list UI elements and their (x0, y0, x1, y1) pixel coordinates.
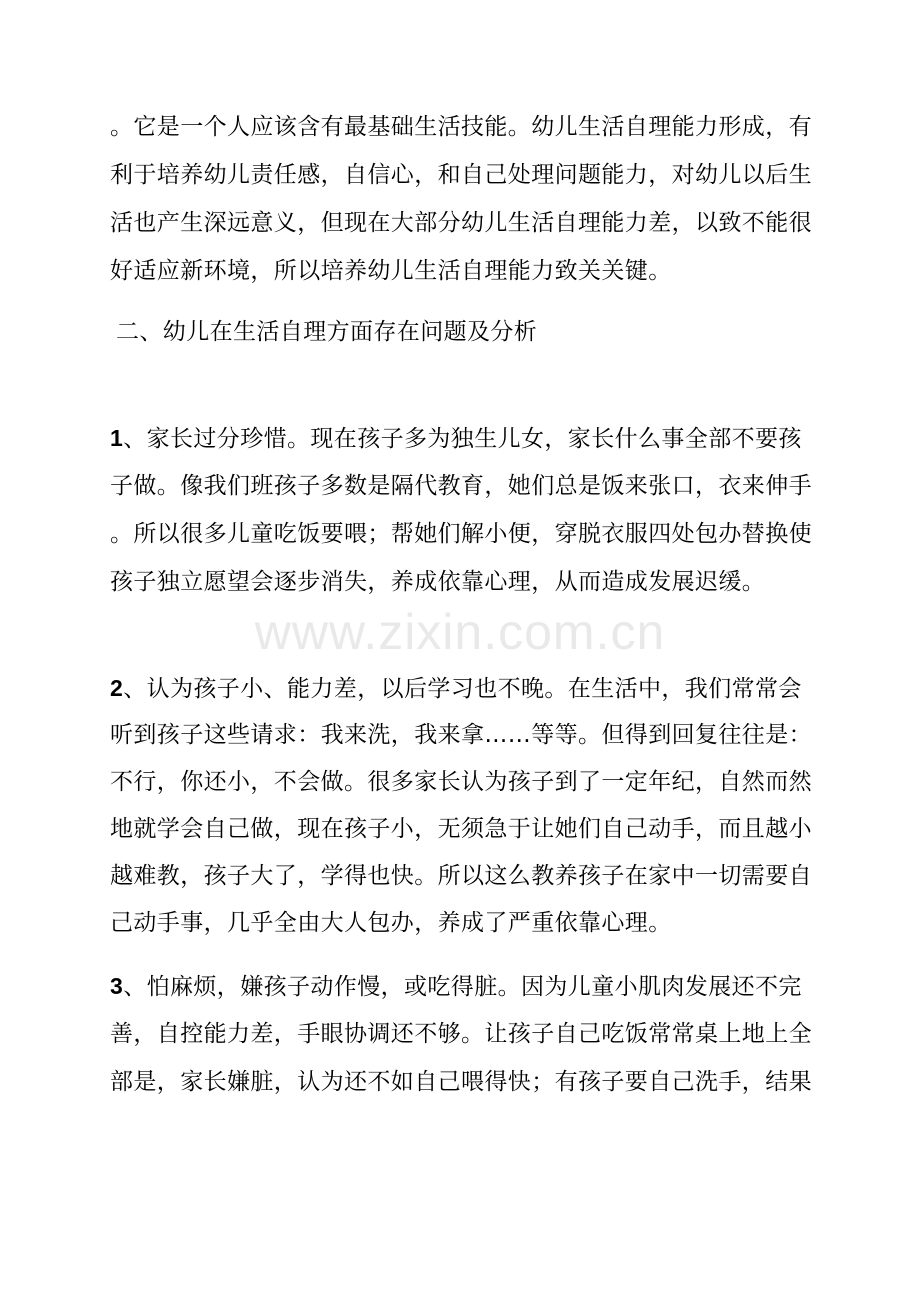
intro-line-3: 活也产生深远意义，但现在大部分幼儿生活自理能力差，以致不能很 (110, 210, 812, 236)
point1-line-3: 。所以很多儿童吃饭要喂；帮她们解小便，穿脱衣服四处包办替换使 (110, 521, 812, 547)
intro-line-4: 好适应新环境，所以培养幼儿生活自理能力致关关键。 (110, 258, 672, 284)
point1-line-2: 子做。像我们班孩子多数是隔代教育，她们总是饭来张口，衣来伸手 (110, 473, 812, 499)
intro-line-1: 。它是一个人应该含有最基础生活技能。幼儿生活自理能力形成，有 (110, 114, 812, 140)
point3-number: 3 (110, 973, 124, 999)
section-heading: 二、幼儿在生活自理方面存在问题及分析 (116, 319, 538, 345)
point1-number: 1 (110, 425, 124, 451)
point2-line-4: 地就学会自己做，现在孩子小，无须急于让她们自己动手，而且越小 (110, 816, 812, 842)
point2-number: 2 (110, 675, 124, 701)
point3-line-3: 部是，家长嫌脏，认为还不如自己喂得快；有孩子要自己洗手，结果 (110, 1069, 812, 1095)
point3-line-2: 善，自控能力差，手眼协调还不够。让孩子自己吃饭常常桌上地上全 (110, 1021, 812, 1047)
watermark: www.zixin.com.cn (254, 604, 666, 660)
point3-line-1 (110, 970, 802, 1003)
point1-line-1 (110, 422, 802, 455)
point1-text-1: 、家长过分珍惜。现在孩子多为独生儿女，家长什么事全部不要孩 (123, 426, 802, 452)
point2-line-3: 不行，你还小，不会做。很多家长认为孩子到了一定年纪，自然而然 (110, 769, 812, 795)
point2-line-5: 越难教，孩子大了，学得也快。所以这么教养孩子在家中一切需要自 (110, 863, 812, 889)
point3-text-1: 、怕麻烦，嫌孩子动作慢，或吃得脏。因为儿童小肌肉发展还不完 (123, 974, 802, 1000)
point1-line-4: 孩子独立愿望会逐步消失，养成依靠心理，从而造成发展迟缓。 (110, 569, 766, 595)
point2-text-1: 、认为孩子小、能力差，以后学习也不晚。在生活中，我们常常会 (123, 676, 802, 702)
point2-line-6: 己动手事，几乎全由大人包办，养成了严重依靠心理。 (110, 910, 672, 936)
point2-line-2: 听到孩子这些请求：我来洗，我来拿……等等。但得到回复往往是： (110, 722, 812, 748)
intro-line-2: 利于培养幼儿责任感，自信心，和自己处理问题能力，对幼儿以后生 (110, 162, 812, 188)
point2-line-1 (110, 672, 802, 705)
